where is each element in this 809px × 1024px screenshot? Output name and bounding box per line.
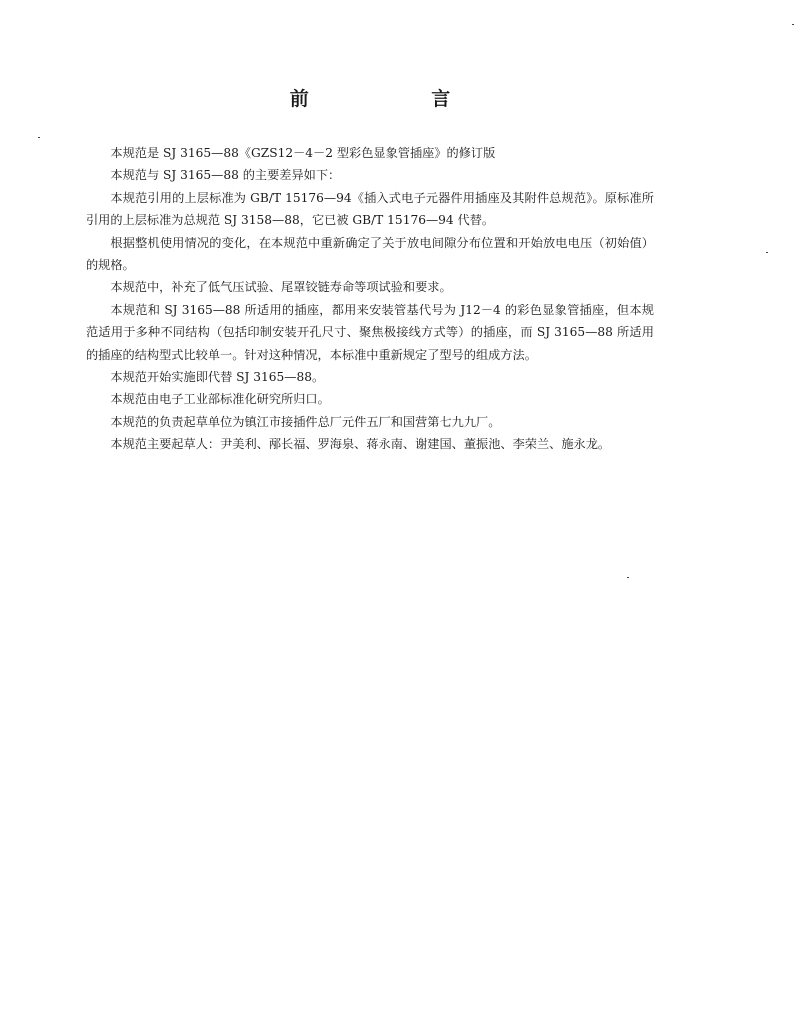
paragraph-upper-standard: 本规范引用的上层标准为 GB/T 15176—94《插入式电子元器件用插座及其附件总规范》。原标准所引用的上层标准为总规范 SJ 3158—88，它已被 GB/T 15176—94 代替。 [86, 190, 654, 228]
paragraph-supplementary-tests: 本规范中，补充了低气压试验、尾罩铰链寿命等项试验和要求。 [110, 280, 452, 295]
paragraph-revision: 本规范是 SJ 3165—88《GZS12－4－2 型彩色显象管插座》的修订版 [110, 146, 496, 160]
scan-speck [627, 577, 629, 578]
paragraph-drafters: 本规范主要起草人：尹美利、邴长福、罗海泉、蒋永南、谢建国、董振池、李荣兰、施永龙。 [110, 437, 611, 452]
page-title: 前 言 [289, 88, 509, 110]
paragraph-responsible-institute: 本规范由电子工业部标准化研究所归口。 [110, 392, 330, 407]
scan-speck [792, 24, 794, 25]
paragraph-discharge-gap: 根据整机使用情况的变化，在本规范中重新确定了关于放电间隙分布位置和开始放电电压（初始值）的规格。 [86, 235, 654, 273]
paragraph-drafting-units: 本规范的负责起草单位为镇江市接插件总厂元件五厂和国营第七九九厂。 [110, 414, 501, 429]
scan-speck [38, 137, 40, 138]
document-body [86, 142, 654, 456]
paragraph-differences: 本规范与 SJ 3165—88 的主要差异如下： [110, 168, 341, 183]
scan-speck [766, 252, 768, 253]
paragraph-structure: 本规范和 SJ 3165—88 所适用的插座，都用来安装管基代号为 J12－4 的彩色显象管插座，但本规范适用于多种不同结构（包括印制安装开孔尺寸、聚焦极接线方式等）的插座，而 SJ 3165—88 所适用的插座的结构型式比较单一。针对这种情况，本标准中重新规定了型号的组成方法。 [86, 302, 654, 362]
paragraph-replacement: 本规范开始实施即代替 SJ 3165—88。 [110, 370, 325, 385]
